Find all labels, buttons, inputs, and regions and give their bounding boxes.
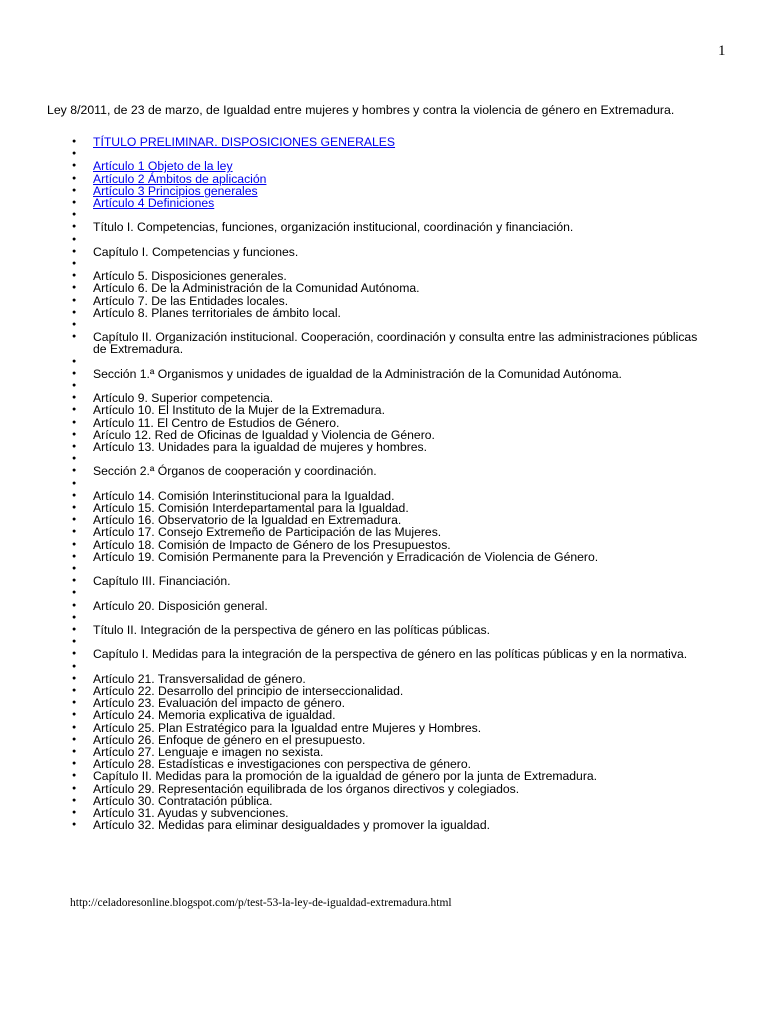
list-item [72, 368, 712, 380]
list-item [72, 331, 712, 355]
list-item[interactable] [72, 136, 712, 148]
list-item-text: Sección 1.ª Organismos y unidades de igualdad de la Administración de la Comunidad Autónoma. [93, 366, 622, 381]
toc-link[interactable]: Artículo 3 Principios generales [93, 183, 258, 198]
list-item [72, 624, 712, 636]
list-item [72, 575, 712, 587]
list-item-text: Artículo 18. Comisión de Impacto de Género de los Presupuestos. [93, 537, 451, 552]
list-item-text: Artículo 26. Enfoque de género en el presupuesto. [93, 732, 366, 747]
toc-link[interactable]: Artículo 4 Definiciones [93, 196, 215, 210]
list-item-text: Capítulo II. Medidas para la promoción de la igualdad de género por la junta de Extremadura. [93, 769, 598, 784]
list-item-text: Artículo 5. Disposiciones generales. [93, 269, 287, 284]
list-item-text: Artículo 9. Superior competencia. [93, 391, 274, 406]
list-item-text: Artículo 31. Ayudas y subvenciones. [93, 805, 289, 820]
list-item-text: Artículo 16. Observatorio de la Igualdad en Extremadura. [93, 513, 402, 528]
list-item-text: Capítulo I. Competencias y funciones. [93, 244, 299, 259]
toc-link[interactable]: Artículo 1 Objeto de la ley [93, 159, 233, 174]
list-item [72, 648, 712, 660]
list-item-text: Artículo 24. Memoria explicativa de igualdad. [93, 708, 336, 723]
list-item-text: Arículo 12. Red de Oficinas de Igualdad y Violencia de Género. [93, 427, 435, 442]
list-item-text: Título II. Integración de la perspectiva de género en las políticas públicas. [93, 622, 491, 637]
list-item-text: Título I. Competencias, funciones, organización institucional, coordinación y financiación. [93, 220, 574, 235]
list-item-text: Artículo 17. Consejo Extremeño de Participación de las Mujeres. [93, 525, 442, 540]
list-item [72, 221, 712, 233]
list-item-text: Capítulo II. Organización institucional. Cooperación, coordinación y consulta entre las administraciones públicas de Extremadura. [93, 330, 698, 357]
toc-link[interactable]: Artículo 2 Ámbitos de aplicación [93, 171, 267, 186]
list-item-text: Artículo 15. Comisión Interdepartamental para la Igualdad. [93, 500, 409, 515]
list-item-text: Artículo 10. El Instituto de la Mujer de la Extremadura. [93, 403, 385, 418]
list-item-text: Artículo 29. Representación equilibrada de los órganos directivos y colegiados. [93, 781, 520, 796]
list-item-text: Artículo 21. Transversalidad de género. [93, 671, 306, 686]
list-item-text: Artículo 25. Plan Estratégico para la Igualdad entre Mujeres y Hombres. [93, 720, 482, 735]
list-item-text: Artículo 30. Contratación pública. [93, 793, 273, 808]
list-item-text: Artículo 6. De la Administración de la Comunidad Autónoma. [93, 281, 420, 296]
list-item-text: Artículo 20. Disposición general. [93, 598, 268, 613]
list-item-text: Artículo 14. Comisión Interinstitucional para la Igualdad. [93, 488, 395, 503]
list-item-text: Artículo 23. Evaluación del impacto de género. [93, 696, 346, 711]
list-item-text: Capítulo III. Financiación. [93, 574, 231, 589]
list-item [72, 465, 712, 477]
list-item [72, 307, 712, 319]
list-item [72, 819, 712, 831]
list-item[interactable] [72, 197, 712, 209]
list-item [72, 246, 712, 258]
list-item-text: Artículo 7. De las Entidades locales. [93, 293, 289, 308]
list-item [72, 600, 712, 612]
document-title: Ley 8/2011, de 23 de marzo, de Igualdad entre mujeres y hombres y contra la violencia de género en Extremadura. [47, 103, 675, 117]
list-item [72, 551, 712, 563]
list-item [72, 441, 712, 453]
list-item-text: Artículo 22. Desarrollo del principio de interseccionalidad. [93, 683, 404, 698]
list-item-text: Sección 2.ª Órganos de cooperación y coordinación. [93, 464, 377, 479]
list-item-text: Artículo 27. Lenguaje e imagen no sexista. [93, 744, 324, 759]
table-of-contents [72, 136, 712, 831]
footer-url: http://celadoresonline.blogspot.com/p/test-53-la-ley-de-igualdad-extremadura.html [70, 897, 452, 909]
list-item-text: Artículo 32. Medidas para eliminar desigualdades y promover la igualdad. [93, 818, 490, 833]
list-item-text: Artículo 11. El Centro de Estudios de Género. [93, 415, 340, 430]
list-item-text: Artículo 28. Estadísticas e investigaciones con perspectiva de género. [93, 757, 472, 772]
list-item-text: Artículo 13. Unidades para la igualdad de mujeres y hombres. [93, 439, 427, 454]
list-item-text: Artículo 19. Comisión Permanente para la Prevención y Erradicación de Violencia de Género. [93, 549, 599, 564]
list-item-text: Capítulo I. Medidas para la integración de la perspectiva de género en las políticas públicas y en la normativa. [93, 647, 688, 662]
list-item-text: Artículo 8. Planes territoriales de ámbito local. [93, 305, 341, 320]
page-number: 1 [718, 43, 726, 59]
toc-link[interactable]: TÍTULO PRELIMINAR. DISPOSICIONES GENERALES [93, 135, 396, 149]
